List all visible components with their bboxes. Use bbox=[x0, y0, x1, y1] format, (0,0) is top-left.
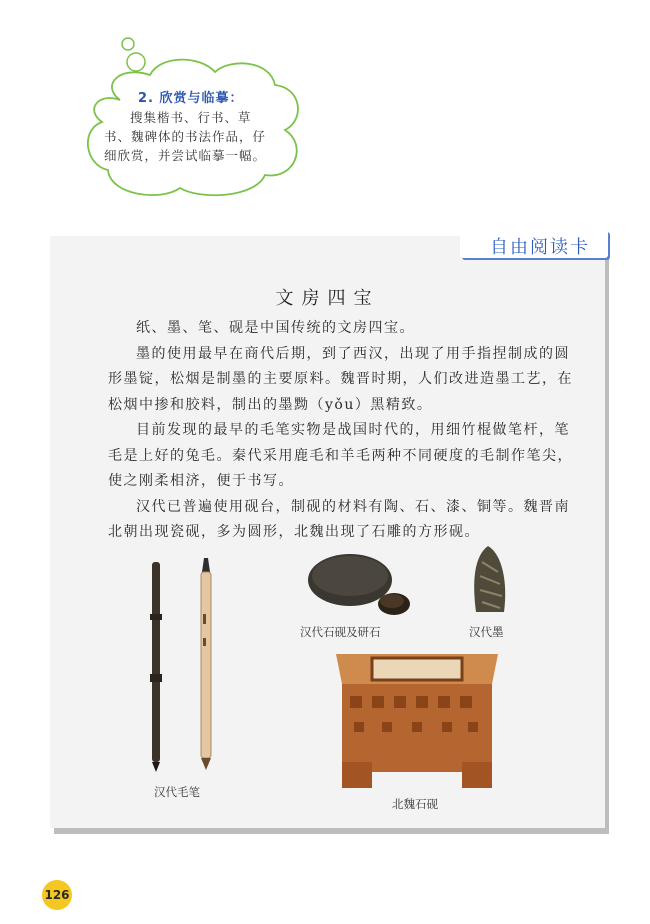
brush-caption: 汉代毛笔 bbox=[154, 785, 200, 799]
article-title: 文房四宝 bbox=[275, 288, 380, 309]
thought-cloud bbox=[80, 30, 310, 200]
cloud-line: 书、魏碑体的书法作品，仔 bbox=[104, 129, 267, 144]
card-tab bbox=[460, 230, 608, 258]
northern-wei-inkstone-image bbox=[332, 644, 502, 792]
paragraph: 汉代已普遍使用砚台，制砚的材料有陶、石、漆、铜等。魏晋南北朝出现瓷砚，多为圆形，北魏出现了石雕的方形砚。 bbox=[108, 498, 570, 540]
paragraph: 目前发现的最早的毛笔实物是战国时代的，用细竹棍做笔杆，笔毛是上好的兔毛。秦代采用鹿毛和羊毛两种不同硬度的毛制作笔尖，使之刚柔相济，便于书写。 bbox=[108, 422, 573, 489]
han-ink-image bbox=[468, 542, 512, 618]
article-body bbox=[108, 316, 580, 546]
ink-caption: 汉代墨 bbox=[469, 625, 504, 639]
paragraph: 纸、墨、笔、砚是中国传统的文房四宝。 bbox=[136, 320, 415, 336]
han-brush-image bbox=[142, 554, 222, 774]
inkstone-caption: 汉代石砚及研石 bbox=[300, 625, 381, 639]
square-inkstone-caption: 北魏石砚 bbox=[392, 797, 438, 811]
paragraph: 墨的使用最早在商代后期，到了西汉，出现了用手指捏制成的圆形墨锭，松烟是制墨的主要原料。魏晋时期，人们改进造墨工艺，在松烟中掺和胶料，制出的墨黝（yǒu）黑精致。 bbox=[108, 345, 573, 413]
cloud-line: 细欣赏，并尝试临摹一幅。 bbox=[104, 148, 267, 163]
reading-card bbox=[50, 236, 605, 828]
han-inkstone-image bbox=[302, 548, 422, 618]
cloud-line: 搜集楷书、行书、草 bbox=[130, 110, 252, 125]
page-number: 126 bbox=[42, 880, 72, 910]
card-tab-label: 自由阅读卡 bbox=[490, 237, 590, 258]
cloud-body bbox=[104, 108, 304, 165]
cloud-title: 2. 欣赏与临摹： bbox=[138, 91, 244, 106]
